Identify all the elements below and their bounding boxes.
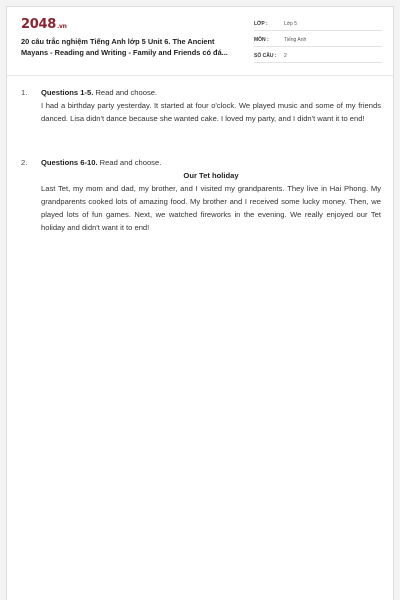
meta-label: LỚP :	[254, 20, 268, 27]
meta-row-class	[254, 17, 382, 31]
question-body	[41, 156, 381, 234]
document-title	[21, 37, 236, 58]
meta-label: SỐ CÂU :	[254, 52, 277, 59]
question-number: 2.	[21, 158, 28, 167]
question-body	[41, 86, 381, 125]
question-heading: Questions 6-10.	[41, 158, 98, 167]
question-instruction: Read and choose.	[93, 88, 158, 97]
question-passage: Last Tet, my mom and dad, my brother, and I visited my grandparents. They live in Hai Phong. My grandparents cooked lots of amazing food. My brother and I received some lucky money. Then, we played lots of fun games. Next, we watched fireworks in the evening. We really enjoyed our Tet holiday and didn't want it to end!	[41, 184, 381, 232]
site-logo[interactable]	[21, 17, 67, 32]
meta-row-subject	[254, 33, 382, 47]
document-title-line1: 20 câu trắc nghiệm Tiếng Anh lớp 5 Unit 6. The Ancient	[21, 37, 215, 46]
document-page	[6, 6, 394, 600]
meta-value: 2	[284, 52, 287, 59]
document-header	[7, 7, 393, 76]
question-heading-line	[41, 156, 381, 169]
passage-title: Our Tet holiday	[183, 171, 239, 180]
question-number: 1.	[21, 88, 28, 97]
document-title-line2: Mayans - Reading and Writing - Family and Friends có đá...	[21, 47, 228, 57]
meta-row-question-count	[254, 49, 382, 63]
meta-label: MÔN :	[254, 36, 269, 43]
question-passage: I had a birthday party yesterday. It started at four o'clock. We played music and some of my friends danced. Lisa didn't dance because she wanted cake. I loved my party, and I didn't want it to end!	[41, 101, 381, 123]
document-meta	[254, 17, 382, 65]
question-heading-line	[41, 86, 381, 99]
logo-domain: .vn	[56, 23, 67, 30]
logo-text: 2048	[21, 17, 56, 32]
question-instruction: Read and choose.	[97, 158, 162, 167]
meta-value: Tiếng Anh	[284, 36, 307, 43]
question-heading: Questions 1-5.	[41, 88, 94, 97]
meta-value: Lớp 5	[284, 20, 298, 27]
